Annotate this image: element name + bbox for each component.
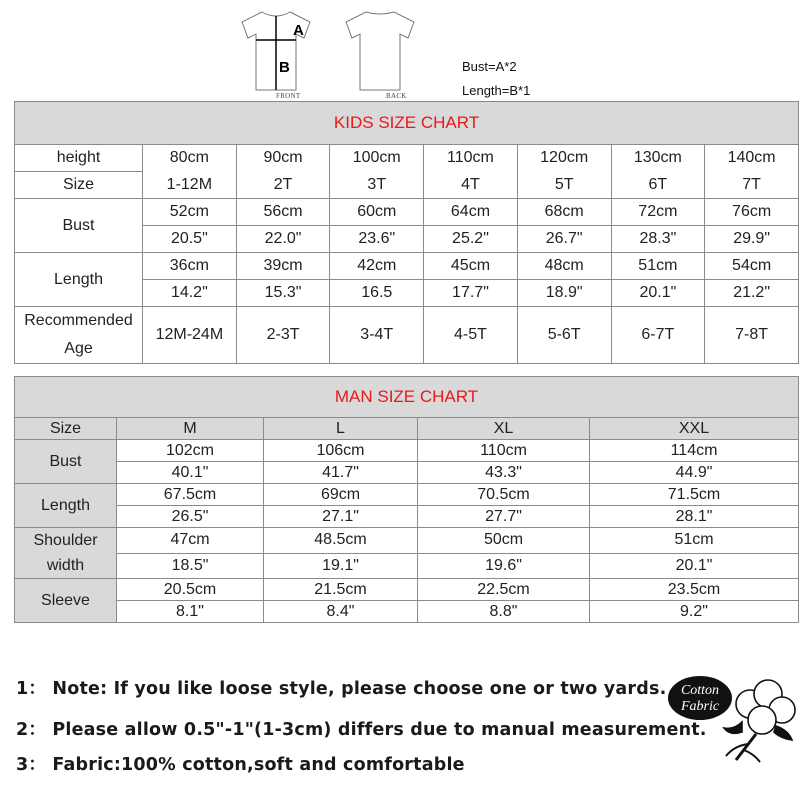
kids-size-cell: 7T bbox=[705, 172, 799, 199]
kids-length-cell: 45cm bbox=[424, 253, 518, 280]
man-sleeve-cell: 23.5cm bbox=[590, 579, 799, 601]
kids-length-cell: 48cm bbox=[517, 253, 611, 280]
man-length-cell: 67.5cm bbox=[117, 484, 264, 506]
man-length-cell: 69cm bbox=[264, 484, 418, 506]
kids-size-cell: 4T bbox=[424, 172, 518, 199]
kids-length-label: Length bbox=[15, 253, 143, 307]
man-bust-cm-row bbox=[15, 440, 799, 462]
kids-bust-cell: 76cm bbox=[705, 199, 799, 226]
man-size-cell: XXL bbox=[590, 418, 799, 440]
badge-line2: Fabric bbox=[680, 699, 720, 714]
kids-length-cell: 17.7" bbox=[424, 280, 518, 307]
label-b: B bbox=[279, 59, 290, 76]
kids-recommended-cell: 5-6T bbox=[517, 307, 611, 364]
kids-recommended-cell: 3-4T bbox=[330, 307, 424, 364]
kids-size-table bbox=[14, 101, 799, 364]
kids-bust-cell: 23.6" bbox=[330, 226, 424, 253]
kids-bust-cell: 26.7" bbox=[517, 226, 611, 253]
man-shoulder-cell: 18.5" bbox=[117, 553, 264, 579]
man-sleeve-in-row bbox=[15, 601, 799, 623]
man-length-in-row bbox=[15, 506, 799, 528]
man-size-label: Size bbox=[15, 418, 117, 440]
kids-height-cell: 90cm bbox=[236, 145, 330, 172]
kids-height-cell: 80cm bbox=[143, 145, 237, 172]
kids-size-row bbox=[15, 172, 799, 199]
man-size-row bbox=[15, 418, 799, 440]
kids-bust-label: Bust bbox=[15, 199, 143, 253]
kids-title-row bbox=[15, 102, 799, 145]
kids-length-cm-row bbox=[15, 253, 799, 280]
man-sleeve-cell: 21.5cm bbox=[264, 579, 418, 601]
kids-bust-cell: 68cm bbox=[517, 199, 611, 226]
kids-length-cell: 15.3" bbox=[236, 280, 330, 307]
kids-height-row bbox=[15, 145, 799, 172]
man-sleeve-cell: 20.5cm bbox=[117, 579, 264, 601]
note-loose-style: 1： Note: If you like loose style, please choose one or two yards. bbox=[16, 679, 667, 699]
kids-size-cell: 6T bbox=[611, 172, 705, 199]
kids-title: KIDS SIZE CHART bbox=[15, 102, 799, 145]
man-bust-cell: 106cm bbox=[264, 440, 418, 462]
man-sleeve-cm-row bbox=[15, 579, 799, 601]
man-title-row bbox=[15, 377, 799, 418]
man-bust-in-row bbox=[15, 462, 799, 484]
kids-height-cell: 120cm bbox=[517, 145, 611, 172]
note-measurement: 2： Please allow 0.5"-1"(1-3cm) differs due to manual measurement. bbox=[16, 720, 707, 740]
kids-height-cell: 140cm bbox=[705, 145, 799, 172]
kids-bust-cell: 29.9" bbox=[705, 226, 799, 253]
kids-recommended-cell: 12M-24M bbox=[143, 307, 237, 364]
note-fabric: 3： Fabric:100% cotton,soft and comfortable bbox=[16, 755, 465, 775]
man-bust-cell: 110cm bbox=[418, 440, 590, 462]
man-title: MAN SIZE CHART bbox=[15, 377, 799, 418]
kids-recommended-cell: 6-7T bbox=[611, 307, 705, 364]
man-shoulder-cell: 19.6" bbox=[418, 553, 590, 579]
man-size-cell: M bbox=[117, 418, 264, 440]
kids-bust-cm-row bbox=[15, 199, 799, 226]
kids-recommended-cell: 7-8T bbox=[705, 307, 799, 364]
man-bust-cell: 41.7" bbox=[264, 462, 418, 484]
kids-length-cell: 16.5 bbox=[330, 280, 424, 307]
man-sleeve-cell: 9.2" bbox=[590, 601, 799, 623]
man-length-cell: 26.5" bbox=[117, 506, 264, 528]
man-length-cell: 27.1" bbox=[264, 506, 418, 528]
label-a: A bbox=[293, 22, 304, 39]
front-caption: FRONT bbox=[276, 92, 301, 100]
man-sleeve-cell: 8.4" bbox=[264, 601, 418, 623]
kids-size-cell: 1-12M bbox=[143, 172, 237, 199]
man-shoulder-in-row bbox=[15, 553, 799, 579]
back-caption: BACK bbox=[386, 92, 407, 100]
kids-height-cell: 110cm bbox=[424, 145, 518, 172]
man-length-cell: 71.5cm bbox=[590, 484, 799, 506]
kids-length-cell: 36cm bbox=[143, 253, 237, 280]
kids-length-cell: 39cm bbox=[236, 253, 330, 280]
cotton-fabric-icon bbox=[664, 664, 800, 764]
kids-size-cell: 5T bbox=[517, 172, 611, 199]
man-bust-cell: 114cm bbox=[590, 440, 799, 462]
measurement-diagram bbox=[236, 4, 556, 100]
man-length-cell: 28.1" bbox=[590, 506, 799, 528]
shoulder-label-line2: width bbox=[46, 557, 85, 574]
shoulder-label-line1: Shoulder bbox=[33, 532, 98, 549]
man-shoulder-cell: 51cm bbox=[590, 528, 799, 554]
man-shoulder-label bbox=[15, 528, 117, 579]
man-size-cell: XL bbox=[418, 418, 590, 440]
man-size-table bbox=[14, 376, 799, 623]
man-bust-cell: 43.3" bbox=[418, 462, 590, 484]
kids-length-cell: 21.2" bbox=[705, 280, 799, 307]
kids-bust-cell: 72cm bbox=[611, 199, 705, 226]
kids-bust-cell: 20.5" bbox=[143, 226, 237, 253]
kids-bust-cell: 56cm bbox=[236, 199, 330, 226]
man-sleeve-label: Sleeve bbox=[15, 579, 117, 623]
man-length-label: Length bbox=[15, 484, 117, 528]
man-shoulder-cell: 47cm bbox=[117, 528, 264, 554]
man-sleeve-cell: 8.1" bbox=[117, 601, 264, 623]
kids-length-cell: 51cm bbox=[611, 253, 705, 280]
man-bust-cell: 102cm bbox=[117, 440, 264, 462]
kids-length-cell: 54cm bbox=[705, 253, 799, 280]
man-sleeve-cell: 8.8" bbox=[418, 601, 590, 623]
man-shoulder-cell: 48.5cm bbox=[264, 528, 418, 554]
kids-height-cell: 100cm bbox=[330, 145, 424, 172]
height-label: height bbox=[15, 145, 143, 172]
recommended-label-line2: Age bbox=[64, 340, 93, 357]
man-sleeve-cell: 22.5cm bbox=[418, 579, 590, 601]
kids-size-cell: 3T bbox=[330, 172, 424, 199]
kids-length-cell: 18.9" bbox=[517, 280, 611, 307]
man-size-cell: L bbox=[264, 418, 418, 440]
kids-bust-cell: 64cm bbox=[424, 199, 518, 226]
man-length-cell: 70.5cm bbox=[418, 484, 590, 506]
recommended-label-line1: Recommended bbox=[24, 312, 133, 329]
length-formula: Length=B*1 bbox=[462, 83, 531, 98]
kids-length-cell: 20.1" bbox=[611, 280, 705, 307]
kids-bust-cell: 25.2" bbox=[424, 226, 518, 253]
tshirt-back-icon bbox=[344, 10, 416, 92]
man-bust-label: Bust bbox=[15, 440, 117, 484]
kids-recommended-cell: 2-3T bbox=[236, 307, 330, 364]
man-shoulder-cell: 50cm bbox=[418, 528, 590, 554]
kids-bust-cell: 52cm bbox=[143, 199, 237, 226]
man-length-cm-row bbox=[15, 484, 799, 506]
kids-recommended-cell: 4-5T bbox=[424, 307, 518, 364]
kids-length-cell: 42cm bbox=[330, 253, 424, 280]
cotton-boll-icon bbox=[724, 680, 795, 762]
kids-recommended-row bbox=[15, 307, 799, 364]
kids-height-cell: 130cm bbox=[611, 145, 705, 172]
kids-bust-cell: 22.0" bbox=[236, 226, 330, 253]
badge-line1: Cotton bbox=[680, 683, 720, 698]
recommended-age-label bbox=[15, 307, 143, 364]
kids-size-cell: 2T bbox=[236, 172, 330, 199]
man-shoulder-cell: 20.1" bbox=[590, 553, 799, 579]
kids-bust-cell: 28.3" bbox=[611, 226, 705, 253]
man-length-cell: 27.7" bbox=[418, 506, 590, 528]
man-bust-cell: 40.1" bbox=[117, 462, 264, 484]
size-label: Size bbox=[15, 172, 143, 199]
man-bust-cell: 44.9" bbox=[590, 462, 799, 484]
bust-formula: Bust=A*2 bbox=[462, 59, 517, 74]
man-shoulder-cell: 19.1" bbox=[264, 553, 418, 579]
kids-length-cell: 14.2" bbox=[143, 280, 237, 307]
man-shoulder-cm-row bbox=[15, 528, 799, 554]
kids-bust-cell: 60cm bbox=[330, 199, 424, 226]
